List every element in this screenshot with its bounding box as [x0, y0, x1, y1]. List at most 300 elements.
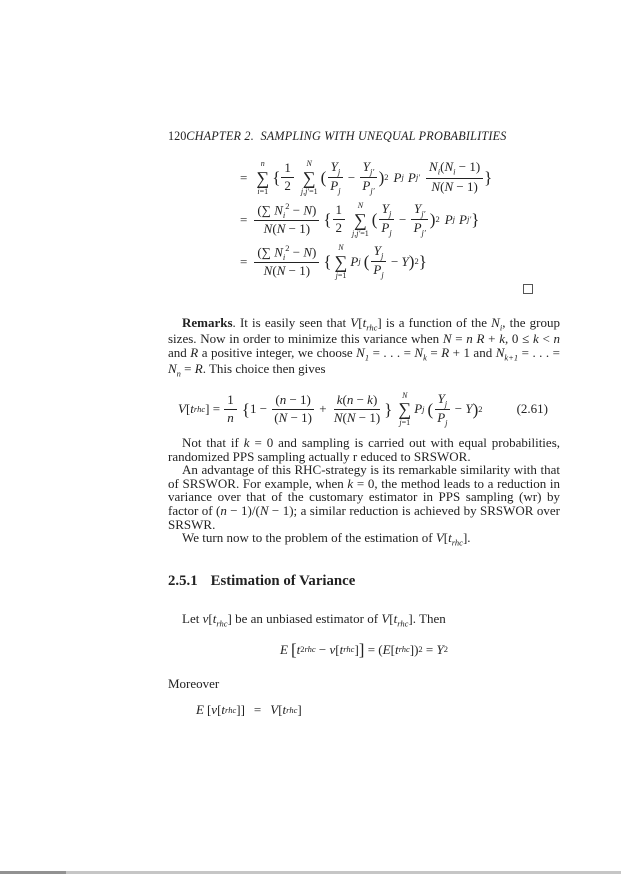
math-token: [: [206, 702, 212, 717]
math-token: j: [444, 398, 448, 409]
section-heading: [168, 573, 355, 590]
math-token: 2: [335, 220, 343, 235]
math-token: t: [362, 315, 367, 330]
math-token: P: [413, 220, 422, 235]
math-token: −: [451, 401, 466, 417]
math-token: ]): [409, 641, 419, 657]
math-token: ]: [358, 640, 365, 659]
math-token: [: [358, 315, 363, 330]
math-token: N: [356, 344, 365, 360]
math-token: ): [312, 244, 317, 260]
math-token: rhc: [398, 644, 410, 655]
math-token: t: [296, 641, 301, 657]
math-token: j′: [370, 185, 375, 196]
denominator: [411, 220, 429, 237]
math-token: (: [274, 409, 279, 425]
math-token: (∑: [257, 202, 275, 218]
numerator: [435, 392, 451, 410]
math-token: ].: [462, 530, 471, 546]
math-token: =: [240, 169, 248, 185]
math-token: (: [371, 210, 378, 229]
math-token: ): [472, 399, 479, 419]
paragraph-remarks: [168, 316, 560, 378]
math-token: 2: [300, 644, 305, 655]
math-token: − 1): [455, 159, 481, 175]
math-token: =: [253, 702, 262, 717]
denominator: [333, 220, 346, 236]
math-token: . It is easily seen that: [232, 315, 351, 330]
math-token: v: [211, 702, 218, 717]
math-token: 1: [227, 391, 234, 407]
math-token: k: [367, 391, 373, 407]
denominator: [327, 178, 343, 195]
display-equation-block: [240, 159, 492, 285]
math-token: ): [408, 252, 415, 271]
summation: [335, 243, 348, 279]
math-token: [: [208, 611, 213, 626]
math-token: i: [282, 251, 286, 262]
math-token: Y: [362, 158, 371, 174]
math-token: P: [459, 211, 467, 227]
math-token: 1 −: [249, 401, 271, 417]
numerator: [254, 244, 319, 263]
math-token: . This choice then gives: [202, 360, 326, 376]
fraction: [254, 244, 319, 279]
denominator: [359, 178, 377, 195]
math-token: t: [393, 611, 398, 626]
summation: [398, 391, 411, 427]
math-token: j: [389, 227, 392, 238]
sum-icon: ∑: [353, 209, 367, 230]
numerator: [426, 160, 483, 178]
math-token: rhc: [451, 537, 463, 548]
math-token: V: [270, 702, 279, 717]
math-token: N: [444, 159, 454, 175]
math-token: <: [538, 331, 554, 347]
math-token: [: [389, 611, 394, 626]
math-token: N: [278, 409, 288, 425]
math-token: i: [437, 167, 441, 178]
math-token: j: [380, 250, 384, 261]
math-token: − 1)/(: [226, 502, 260, 518]
math-token: P: [373, 262, 382, 277]
math-token: j: [335, 270, 338, 280]
math-token: n: [279, 391, 287, 407]
sum-lower-limit: [336, 271, 347, 280]
math-token: V: [381, 611, 390, 626]
math-token: rhc: [286, 704, 298, 715]
denominator: [370, 262, 386, 279]
sum-lower-limit: [352, 229, 369, 238]
math-token: j′: [421, 208, 426, 219]
math-token: N: [263, 263, 273, 279]
math-token: 2: [435, 214, 440, 225]
section-number: 2.5.1: [168, 573, 198, 589]
math-token: N: [491, 315, 500, 330]
math-token: (: [272, 263, 277, 279]
math-token: i: [282, 209, 286, 220]
denominator: [331, 410, 383, 426]
numerator: [334, 393, 381, 410]
math-token: [: [217, 702, 222, 717]
math-token: E: [382, 641, 391, 657]
math-token: (∑: [257, 244, 275, 260]
math-token: 2: [284, 178, 291, 193]
math-token: ): [429, 210, 436, 229]
math-token: − 1): [355, 409, 381, 425]
math-token: − 1): [286, 391, 311, 407]
math-token: n: [176, 368, 181, 379]
math-token: j′: [415, 172, 421, 183]
math-token: We turn now to the problem of the estimation of: [182, 530, 436, 546]
running-head: CHAPTER 2. SAMPLING WITH UNEQUAL PROBABILITIES: [186, 129, 507, 143]
math-token: k: [347, 475, 354, 491]
math-token: j,j′: [300, 186, 310, 196]
math-token: −: [289, 244, 304, 260]
math-token: t: [190, 401, 194, 417]
math-token: − 1): [285, 221, 311, 237]
math-token: 2: [414, 256, 419, 267]
math-token: j: [381, 269, 384, 280]
math-token: P: [437, 409, 446, 425]
math-token: P: [362, 178, 371, 193]
math-token: Let: [182, 611, 203, 626]
math-token: 1: [335, 202, 343, 218]
math-token: rhc: [304, 644, 316, 655]
math-token: = (: [364, 641, 383, 657]
paragraph-let-v: [168, 612, 560, 628]
denominator: [261, 221, 313, 237]
math-token: N: [357, 201, 364, 211]
qed-box: [523, 284, 533, 294]
math-token: = 0, the method leads to a reduction in variance over that of the customary estimator in PPS sampling (wr) by factor of (: [168, 475, 560, 518]
math-token: Y: [437, 390, 445, 406]
math-token: P: [350, 253, 359, 269]
math-token: −: [353, 391, 368, 407]
math-token: }: [418, 252, 427, 271]
math-token: N: [274, 244, 283, 260]
denominator: [428, 179, 480, 195]
denominator: [281, 178, 294, 194]
math-token: t: [212, 611, 217, 626]
math-token: 2: [443, 644, 448, 655]
math-token: j: [389, 208, 392, 219]
paragraph-advantage: [168, 463, 560, 531]
math-token: {: [323, 252, 332, 271]
math-token: ]. Then: [408, 611, 446, 626]
math-token: Y: [381, 200, 390, 216]
math-token: v: [202, 611, 209, 626]
math-token: j′: [466, 214, 472, 225]
math-token: ]: [354, 641, 359, 657]
math-token: Y: [436, 641, 444, 657]
math-token: Y: [401, 253, 409, 269]
math-token: j: [401, 172, 404, 183]
math-token: j: [452, 214, 456, 225]
fraction: [370, 244, 386, 279]
math-token: 1: [284, 160, 291, 176]
math-token: n: [227, 409, 234, 425]
math-token: (: [320, 168, 327, 187]
equation-2-61: [168, 391, 560, 427]
math-token: N: [338, 243, 344, 253]
fraction: [327, 160, 343, 195]
sum-icon: ∑: [302, 167, 316, 188]
math-token: ): [312, 202, 317, 218]
math-token: N: [429, 159, 438, 175]
denominator: [224, 410, 237, 426]
equation-line-1: [240, 159, 492, 196]
math-token: =1: [401, 418, 411, 428]
math-token: j: [445, 417, 448, 428]
fraction: [254, 202, 319, 237]
math-token: t: [221, 702, 226, 717]
summation: [352, 201, 369, 237]
math-token: V: [435, 530, 444, 546]
math-token: (: [342, 409, 347, 425]
math-token: N: [431, 178, 441, 194]
math-token: (: [440, 178, 445, 194]
numerator: [379, 202, 395, 220]
math-token: 2: [384, 172, 389, 183]
fraction: [281, 161, 294, 194]
fraction: [411, 202, 429, 237]
math-token: N: [414, 344, 424, 360]
math-token: 2: [478, 403, 483, 414]
denominator: [261, 263, 313, 279]
math-token: i: [257, 186, 260, 196]
fraction: [271, 393, 315, 426]
section-title: Estimation of Variance: [210, 573, 356, 589]
math-token: j,j′: [352, 228, 361, 238]
math-token: P: [407, 169, 416, 185]
math-token: 2: [418, 644, 423, 655]
math-token: Y: [373, 242, 381, 258]
math-token: −: [289, 202, 304, 218]
page-header: [168, 129, 560, 144]
math-token: =: [240, 211, 248, 227]
math-token: rhc: [366, 322, 378, 333]
math-token: j: [399, 418, 402, 428]
math-token: N: [168, 360, 177, 376]
math-token: N: [274, 202, 283, 218]
math-token: V: [178, 401, 186, 417]
math-token: +: [484, 331, 500, 347]
paragraph-moreover: Moreover: [168, 676, 220, 691]
math-token: k: [336, 391, 343, 407]
math-token: − 1): [453, 178, 478, 194]
math-token: R: [190, 344, 199, 360]
math-token: v: [329, 641, 336, 657]
math-token: [: [443, 530, 449, 546]
math-token: (: [275, 391, 280, 407]
math-token: rhc: [193, 403, 206, 414]
paragraph-we-turn: [168, 531, 560, 547]
math-token: [: [335, 641, 340, 657]
equation-expectation-identity: [168, 641, 560, 658]
math-token: R: [441, 344, 450, 360]
math-token: t: [282, 702, 287, 717]
equation-line-3: [240, 243, 492, 280]
scrollbar-thumb[interactable]: [0, 871, 66, 874]
summation: [256, 159, 269, 195]
math-token: k: [499, 331, 505, 347]
sum-lower-limit: [257, 187, 268, 196]
math-token: n R: [466, 331, 485, 347]
sum-icon: ∑: [334, 251, 348, 272]
math-token: An advantage of this RHC-strategy is its remarkable similarity with that of SRSWOR. For example, when: [168, 462, 560, 491]
math-token: P: [330, 178, 339, 193]
math-token: ): [372, 391, 378, 407]
sum-lower-limit: [399, 418, 410, 427]
math-token: N: [402, 391, 408, 400]
equation-2-61-formula: [178, 391, 483, 427]
math-token: (: [342, 391, 347, 407]
numerator: [360, 160, 377, 178]
math-token: n: [260, 159, 265, 169]
math-token: }: [484, 168, 493, 187]
math-token: N: [306, 159, 312, 169]
math-token: i: [499, 322, 503, 333]
math-token: n: [346, 391, 354, 407]
math-token: P: [381, 220, 390, 235]
fraction: [331, 393, 383, 426]
math-token: −: [315, 641, 330, 657]
denominator: [378, 220, 394, 237]
math-token: {: [272, 168, 281, 187]
math-token: Y: [465, 401, 473, 417]
math-token: t: [448, 530, 452, 546]
math-token: P: [444, 211, 453, 227]
numerator: [254, 202, 319, 221]
math-token: ]]: [236, 702, 245, 717]
math-token: N: [303, 244, 313, 260]
paragraph-not-that: [168, 436, 560, 463]
math-token: k: [532, 331, 539, 347]
math-token: N: [333, 409, 343, 425]
math-token: 2: [285, 242, 290, 253]
numerator: [272, 393, 314, 410]
math-token: k: [423, 352, 427, 363]
math-token: −: [395, 211, 410, 227]
fraction: [378, 202, 394, 237]
math-token: P: [414, 401, 423, 417]
sum-icon: ∑: [256, 167, 270, 188]
fraction: [359, 160, 377, 195]
math-token: N: [259, 502, 269, 518]
math-token: V: [350, 315, 359, 330]
numerator: [281, 161, 294, 178]
numerator: [224, 393, 237, 410]
math-token: i: [453, 167, 456, 178]
math-token: ] be an unbiased estimator of: [227, 611, 382, 626]
math-token: (: [363, 252, 370, 271]
math-token: Y: [413, 200, 422, 216]
math-token: Not that if: [182, 435, 244, 450]
math-token: P: [393, 169, 402, 185]
math-token: ): [378, 168, 385, 187]
math-token: N: [276, 263, 286, 279]
math-token: [: [278, 702, 283, 717]
sum-icon: ∑: [398, 399, 412, 420]
math-token: −: [344, 169, 359, 185]
math-token: N: [442, 331, 452, 347]
equation-expectation-variance: [196, 702, 302, 718]
body-paragraphs: [168, 436, 560, 547]
math-token: N: [346, 409, 356, 425]
math-token: ]: [297, 702, 302, 717]
math-token: +: [315, 401, 330, 417]
math-token: N: [444, 178, 454, 194]
math-token: Remarks: [182, 315, 233, 330]
math-token: = 0 and sampling is carried out with equal probabilities, randomized PPS sampling actually r educed to SRSWOR.: [168, 435, 561, 464]
math-token: and: [168, 344, 191, 360]
math-token: =: [426, 344, 442, 360]
fraction: [434, 392, 450, 427]
math-token: k+1: [504, 352, 519, 363]
math-token: j: [358, 256, 361, 267]
math-token: + 1 and: [449, 344, 496, 360]
math-token: [: [185, 401, 191, 417]
math-token: }: [471, 210, 480, 229]
math-token: N: [263, 221, 273, 237]
fraction: [224, 393, 237, 426]
math-token: =1: [337, 270, 347, 280]
math-token: , the group sizes. Now in order to minimize this variance when: [168, 315, 560, 347]
math-token: j: [337, 166, 341, 177]
math-token: }: [384, 399, 393, 419]
math-token: N: [495, 344, 505, 360]
denominator: [434, 410, 450, 427]
math-token: − 1): [285, 263, 311, 279]
math-token: =: [451, 331, 467, 347]
fraction: [426, 160, 483, 194]
math-token: [: [390, 641, 395, 657]
math-token: j′: [370, 166, 375, 177]
horizontal-scrollbar[interactable]: [0, 871, 621, 874]
math-token: rhc: [397, 618, 409, 629]
math-token: = . . . =: [369, 344, 415, 360]
math-token: j: [338, 185, 341, 196]
math-token: (: [427, 399, 434, 419]
math-token: ] =: [205, 401, 224, 417]
math-token: Y: [330, 158, 338, 174]
math-token: a positive integer, we choose: [198, 344, 357, 360]
math-token: =: [422, 641, 437, 657]
math-token: −: [387, 253, 402, 269]
math-token: n: [220, 502, 227, 518]
math-token: 1: [364, 352, 370, 363]
math-token: E: [279, 641, 288, 657]
math-token: − 1); a similar reduction is achieved by SRSWOR over SRSWR.: [168, 502, 561, 532]
math-token: j: [422, 403, 425, 414]
math-token: E: [196, 702, 204, 717]
math-token: rhc: [225, 704, 237, 715]
numerator: [411, 202, 428, 220]
equation-line-2: [240, 201, 492, 238]
numerator: [328, 160, 344, 178]
math-token: (: [272, 221, 277, 237]
math-token: N: [276, 221, 286, 237]
math-token: =1: [360, 228, 369, 238]
math-token: − 1): [287, 409, 312, 425]
math-token: {: [241, 399, 250, 419]
math-token: t: [394, 641, 399, 657]
math-token: N: [303, 202, 313, 218]
math-token: [: [290, 640, 297, 659]
fraction: [333, 203, 346, 236]
math-token: =: [240, 253, 248, 269]
